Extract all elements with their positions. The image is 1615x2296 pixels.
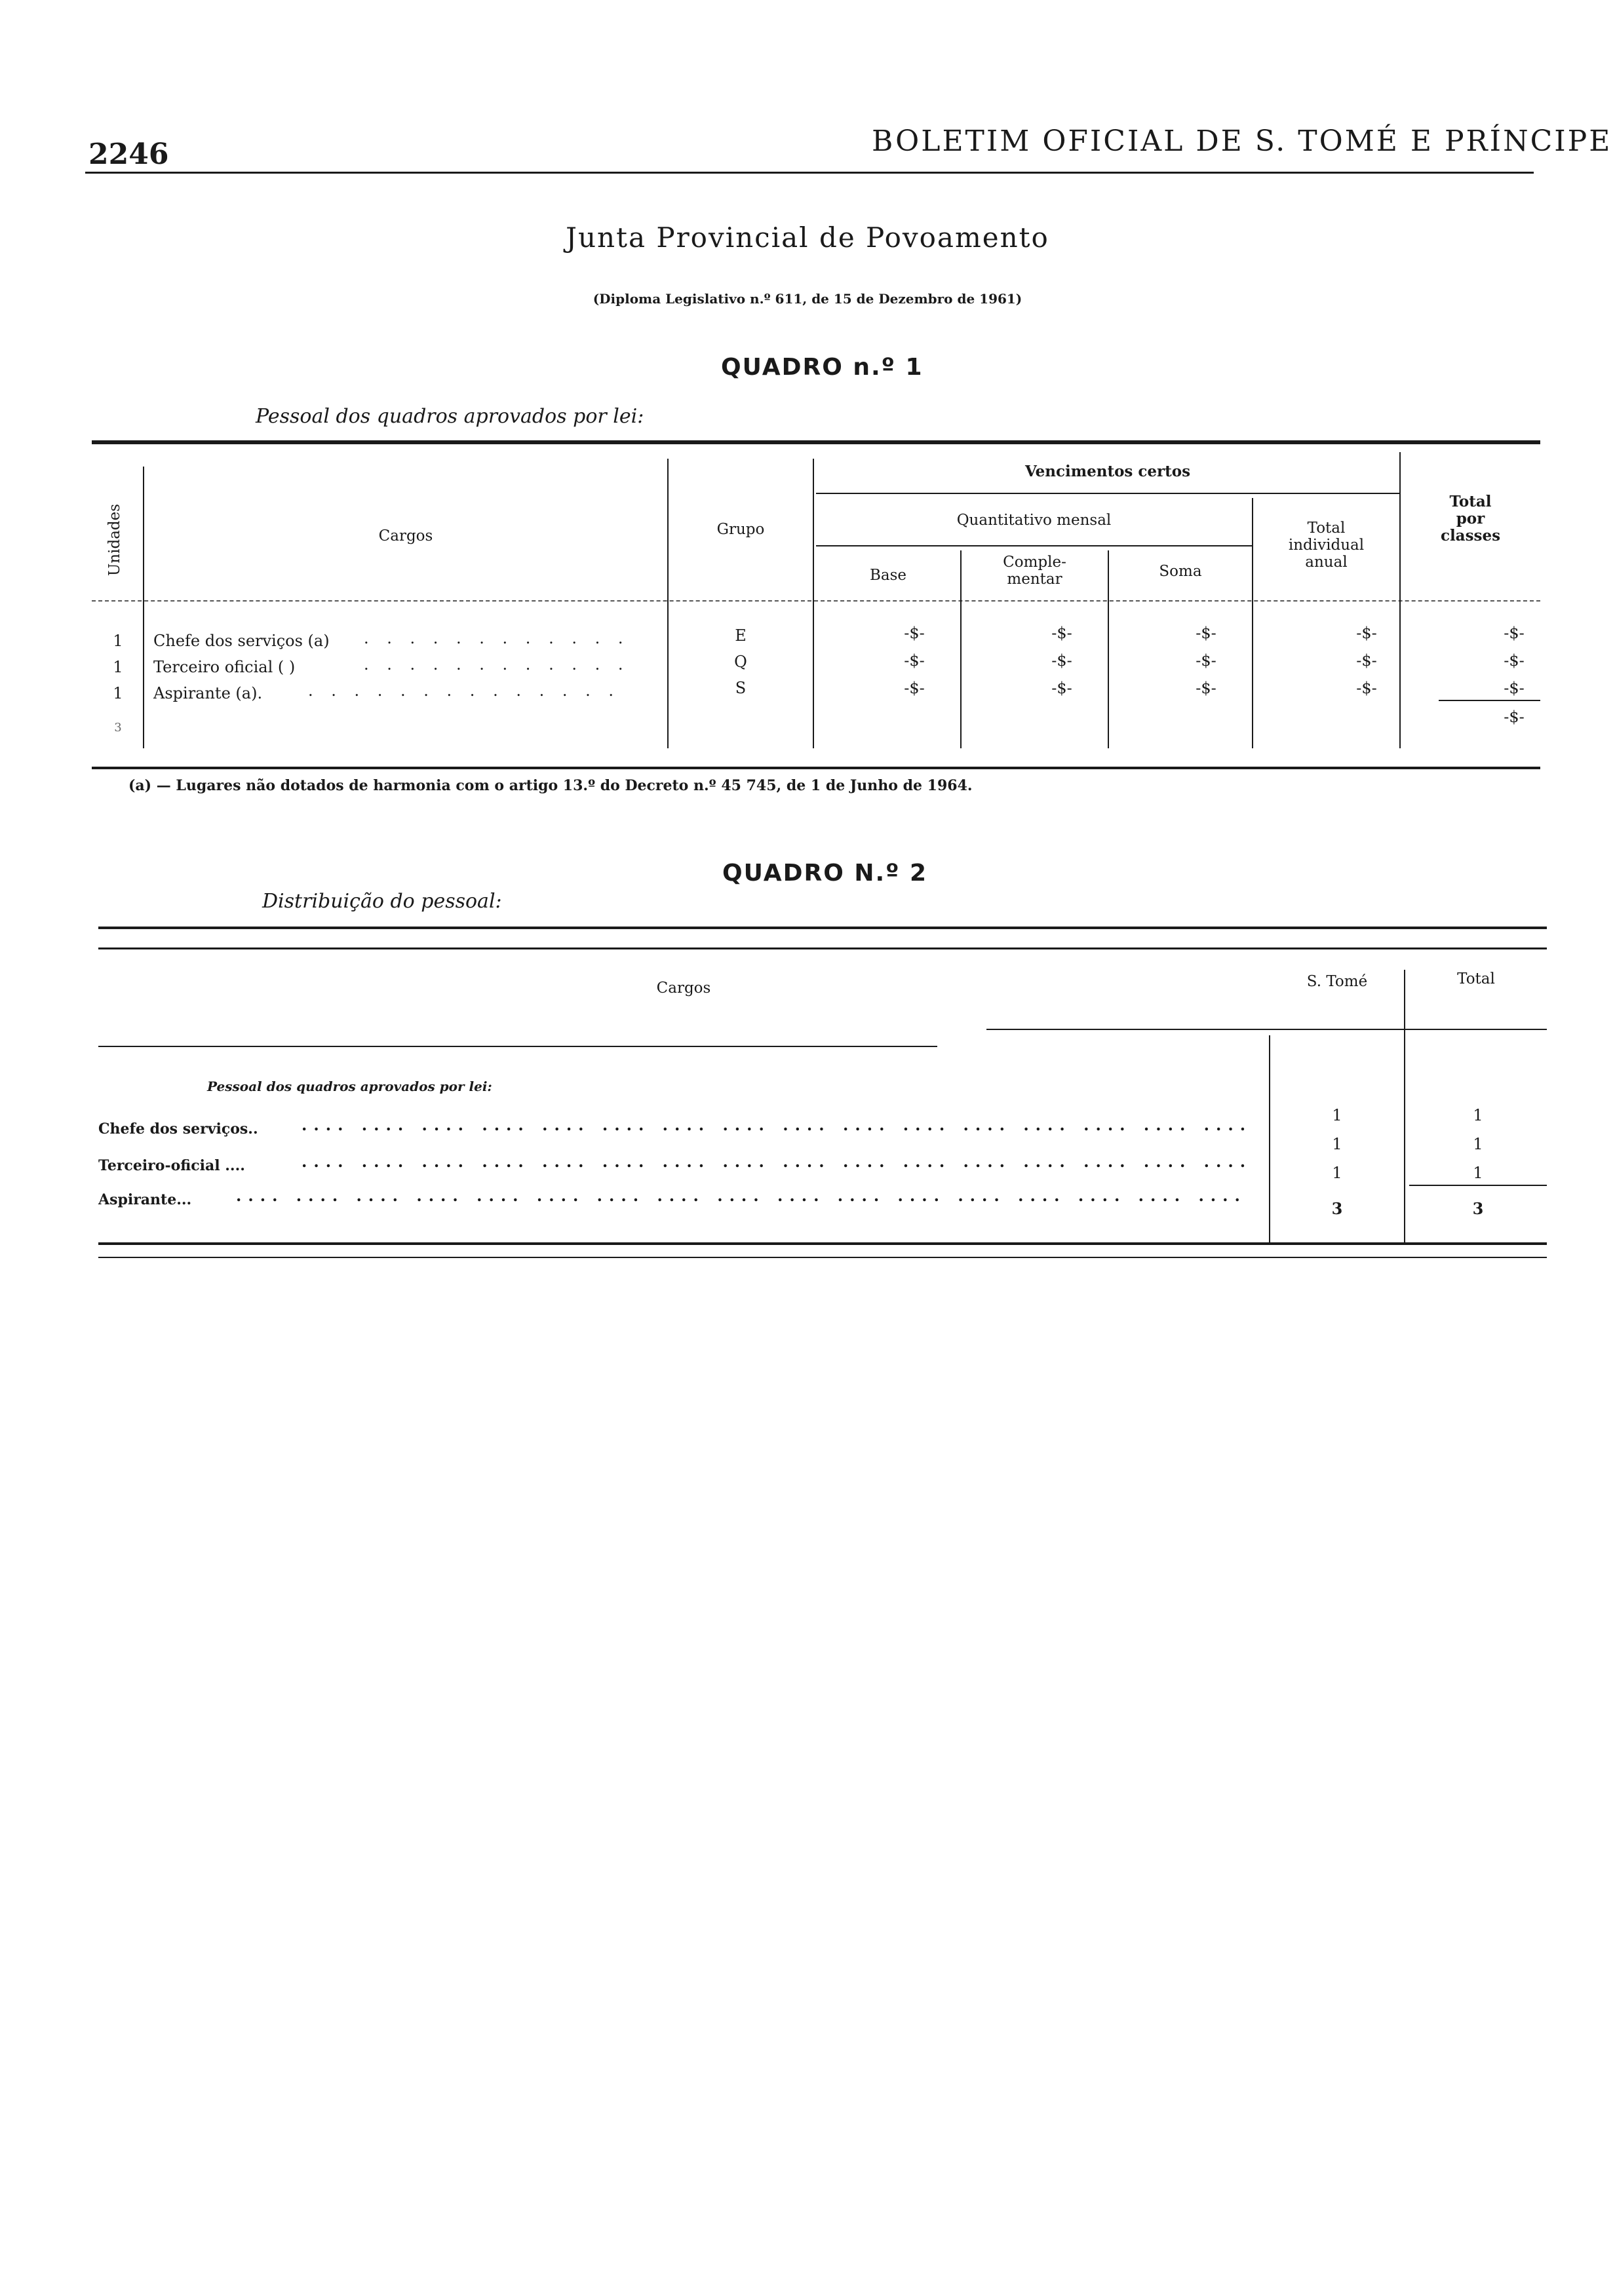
quadro2-row2-stome: 1 xyxy=(1332,1135,1342,1153)
quadro1-row2-soma: -$- xyxy=(1196,651,1216,670)
quadro2-row1-cargo: Chefe dos serviços.. xyxy=(98,1120,258,1138)
quadro1-row3-base: -$- xyxy=(904,679,925,697)
quadro1-row3-total-classes: -$- xyxy=(1504,679,1525,697)
quadro2-row2-cargo: Terceiro-oficial .... xyxy=(98,1157,245,1174)
quadro1-row2-total-individual: -$- xyxy=(1356,651,1377,670)
quadro1-row2-complementar: -$- xyxy=(1051,651,1072,670)
quadro2-col-cargos: Cargos xyxy=(656,980,711,997)
quadro1-row3-leader: . . . . . . . . . . . . . . xyxy=(308,681,620,700)
quadro2-bottom-rule xyxy=(98,1242,1547,1245)
quadro1-row3-grupo: S xyxy=(735,679,747,697)
quadro1-col-total-classes-2: por xyxy=(1456,510,1485,527)
quadro2-row2-total: 1 xyxy=(1473,1135,1483,1153)
running-title: BOLETIM OFICIAL DE S. TOMÉ E PRÍNCIPE xyxy=(872,124,1612,158)
quadro2-row1-stome: 1 xyxy=(1332,1106,1342,1124)
quadro2-row3-cargo: Aspirante... xyxy=(98,1191,192,1208)
quadro1-col-soma: Soma xyxy=(1159,563,1202,580)
quadro1-row1-unidades: 1 xyxy=(113,632,123,650)
quadro2-bottom-rule-2 xyxy=(98,1257,1547,1258)
quadro1-vline-unidades xyxy=(143,467,144,748)
quadro2-header-bottom-rule-right xyxy=(986,1029,1547,1030)
quadro2-row1-leader: .... .... .... .... .... .... .... .... .... .... .... .... .... .... .... .... xyxy=(302,1115,1253,1134)
quadro1-row2-total-classes: -$- xyxy=(1504,651,1525,670)
quadro1-grand-total: -$- xyxy=(1504,708,1525,726)
quadro1-bottom-rule xyxy=(92,767,1540,769)
quadro1-col-grupo: Grupo xyxy=(716,521,765,538)
quadro1-row3-total-individual: -$- xyxy=(1356,679,1377,697)
quadro2-top-rule-2 xyxy=(98,947,1547,949)
quadro2-top-rule xyxy=(98,927,1547,929)
quadro1-vline-grupo xyxy=(813,459,814,748)
quadro2-header-bottom-rule xyxy=(98,1046,937,1047)
quadro1-rule-quantitativo xyxy=(816,545,1252,546)
quadro2-section-label: Distribuição do pessoal: xyxy=(262,890,502,913)
quadro1-row2-leader: . . . . . . . . . . . . xyxy=(364,655,630,674)
quadro1-col-complementar-2: mentar xyxy=(1007,571,1062,588)
quadro1-row3-complementar: -$- xyxy=(1051,679,1072,697)
quadro1-row1-grupo: E xyxy=(735,626,747,645)
quadro2-vline-total xyxy=(1404,970,1405,1242)
quadro1-top-rule xyxy=(92,440,1540,444)
quadro2-sum-rule xyxy=(1409,1185,1547,1186)
page-subtitle: (Diploma Legislativo n.º 611, de 15 de Dezembro de 1961) xyxy=(593,291,1022,307)
quadro2-subheading: Pessoal dos quadros aprovados por lei: xyxy=(207,1079,492,1094)
quadro1-col-total-individual-3: anual xyxy=(1305,554,1348,571)
quadro1-sum-rule xyxy=(1439,700,1540,701)
quadro1-col-total-individual-2: individual xyxy=(1288,537,1365,554)
quadro1-footnote: (a) — Lugares não dotados de harmonia com o artigo 13.º do Decreto n.º 45 745, de 1 de Junho de 1964. xyxy=(128,777,973,794)
quadro2-sum-stome: 3 xyxy=(1331,1199,1343,1218)
quadro1-vline-cargos xyxy=(667,459,669,748)
quadro1-row2-base: -$- xyxy=(904,651,925,670)
quadro1-col-total-classes-1: Total xyxy=(1449,493,1492,510)
page-number: 2246 xyxy=(88,138,169,171)
quadro2-row1-total: 1 xyxy=(1473,1106,1483,1124)
quadro1-row2-cargo: Terceiro oficial ( ) xyxy=(153,658,296,676)
quadro2-sum-total: 3 xyxy=(1472,1199,1484,1218)
quadro1-row3-cargo: Aspirante (a). xyxy=(153,684,263,702)
quadro2-row3-stome: 1 xyxy=(1332,1164,1342,1182)
quadro1-row1-cargo: Chefe dos serviços (a) xyxy=(153,632,330,650)
quadro1-row2-grupo: Q xyxy=(734,653,747,671)
page-title: Junta Provincial de Povoamento xyxy=(566,221,1049,254)
quadro1-col-vencimentos: Vencimentos certos xyxy=(1024,463,1191,480)
quadro1-col-complementar-1: Comple- xyxy=(1003,554,1066,571)
quadro2-row3-leader: .... .... .... .... .... .... .... .... .... .... .... .... .... .... .... .... .... xyxy=(236,1186,1247,1205)
quadro2-col-stome: S. Tomé xyxy=(1306,973,1368,990)
quadro1-row3-soma: -$- xyxy=(1196,679,1216,697)
quadro2-row3-total: 1 xyxy=(1473,1164,1483,1182)
quadro1-total-unidades: 3 xyxy=(114,721,122,735)
quadro1-row1-complementar: -$- xyxy=(1051,624,1072,642)
quadro1-col-quantitativo: Quantitativo mensal xyxy=(956,512,1112,529)
quadro1-row2-unidades: 1 xyxy=(113,658,123,676)
quadro1-row1-leader: . . . . . . . . . . . . xyxy=(364,629,630,647)
quadro2-row2-leader: .... .... .... .... .... .... .... .... .... .... .... .... .... .... .... .... xyxy=(302,1152,1253,1171)
quadro1-col-total-individual-1: Total xyxy=(1307,520,1346,537)
quadro1-row1-soma: -$- xyxy=(1196,624,1216,642)
quadro1-row1-base: -$- xyxy=(904,624,925,642)
quadro1-col-total-classes-3: classes xyxy=(1440,527,1501,545)
quadro1-section-label: Pessoal dos quadros aprovados por lei: xyxy=(256,405,644,428)
quadro1-header-bottom-rule xyxy=(92,600,1540,602)
header-rule xyxy=(85,172,1534,174)
quadro1-col-base: Base xyxy=(869,567,907,584)
quadro2-col-total: Total xyxy=(1457,970,1495,987)
quadro1-row1-total-individual: -$- xyxy=(1356,624,1377,642)
quadro2-vline-stome xyxy=(1269,1035,1270,1242)
quadro1-heading: QUADRO n.º 1 xyxy=(721,354,924,381)
quadro1-rule-vencimentos xyxy=(816,493,1399,494)
quadro2-heading: QUADRO N.º 2 xyxy=(722,860,928,887)
quadro1-row3-unidades: 1 xyxy=(113,684,123,702)
quadro1-row1-total-classes: -$- xyxy=(1504,624,1525,642)
quadro1-col-unidades: Unidades xyxy=(106,503,123,577)
quadro1-col-cargos: Cargos xyxy=(378,527,433,545)
